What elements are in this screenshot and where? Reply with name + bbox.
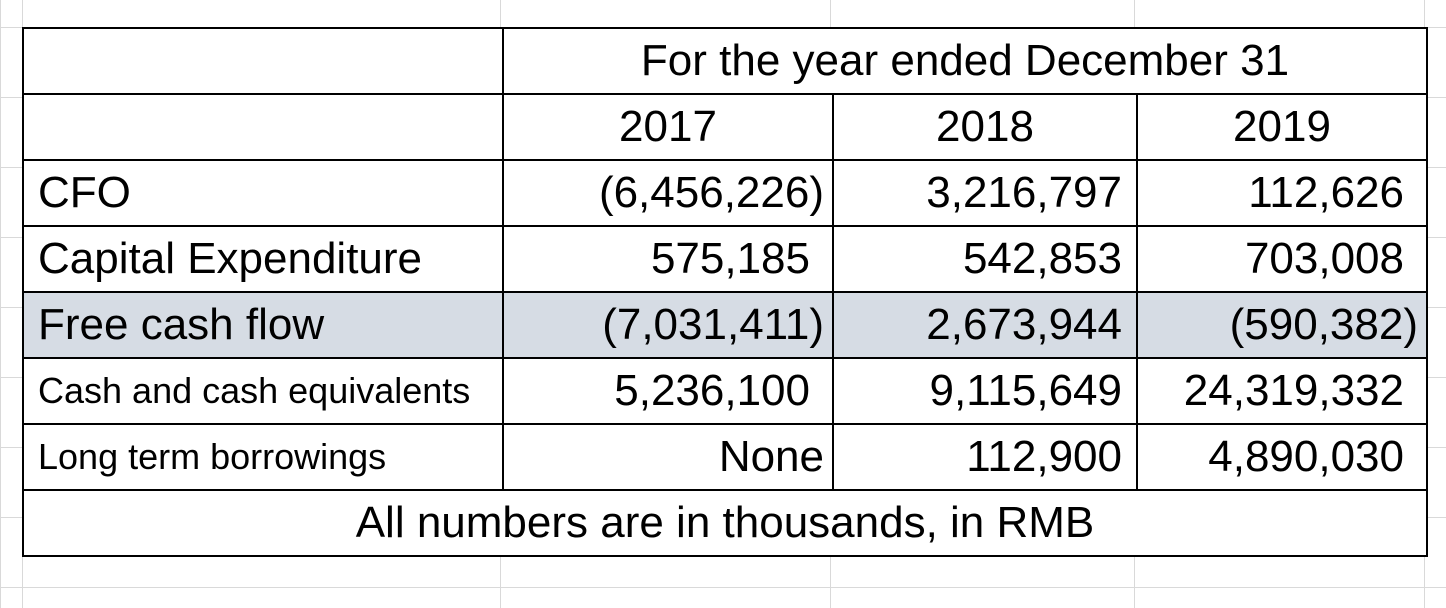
year-header-2018[interactable]: 2018 [833, 94, 1137, 160]
footnote-row [23, 490, 1427, 556]
table-row-cfo [23, 160, 1427, 226]
cell-cash-2018[interactable]: 9,115,649 [833, 358, 1137, 424]
cell-capex-2018[interactable]: 542,853 [833, 226, 1137, 292]
table-row-borrowings [23, 424, 1427, 490]
cell-cash-2019[interactable]: 24,319,332 [1137, 358, 1427, 424]
footnote-cell[interactable]: All numbers are in thousands, in RMB [23, 490, 1427, 556]
header-title-row [23, 28, 1427, 94]
year-header-2017[interactable]: 2017 [503, 94, 833, 160]
cell-borrowings-2018[interactable]: 112,900 [833, 424, 1137, 490]
cell-capex-2019[interactable]: 703,008 [1137, 226, 1427, 292]
table-row-free-cash-flow [23, 292, 1427, 358]
table-row-cash [23, 358, 1427, 424]
year-header-2019[interactable]: 2019 [1137, 94, 1427, 160]
row-label-borrowings[interactable]: Long term borrowings [23, 424, 503, 490]
cell-fcf-2018[interactable]: 2,673,944 [833, 292, 1137, 358]
years-corner-cell[interactable] [23, 94, 503, 160]
row-label-free-cash-flow[interactable]: Free cash flow [23, 292, 503, 358]
cell-borrowings-2017[interactable]: None [503, 424, 833, 490]
cell-borrowings-2019[interactable]: 4,890,030 [1137, 424, 1427, 490]
cell-capex-2017[interactable]: 575,185 [503, 226, 833, 292]
cell-cfo-2019[interactable]: 112,626 [1137, 160, 1427, 226]
cell-fcf-2019[interactable]: (590,382) [1137, 292, 1427, 358]
cell-fcf-2017[interactable]: (7,031,411) [503, 292, 833, 358]
header-years-row [23, 94, 1427, 160]
row-label-capex[interactable]: Capital Expenditure [23, 226, 503, 292]
financial-summary-table [22, 27, 1428, 557]
cell-cfo-2017[interactable]: (6,456,226) [503, 160, 833, 226]
header-title-cell[interactable]: For the year ended December 31 [503, 28, 1427, 94]
row-label-cfo[interactable]: CFO [23, 160, 503, 226]
cell-cash-2017[interactable]: 5,236,100 [503, 358, 833, 424]
header-corner-cell[interactable] [23, 28, 503, 94]
table-row-capex [23, 226, 1427, 292]
row-label-cash[interactable]: Cash and cash equivalents [23, 358, 503, 424]
cell-cfo-2018[interactable]: 3,216,797 [833, 160, 1137, 226]
